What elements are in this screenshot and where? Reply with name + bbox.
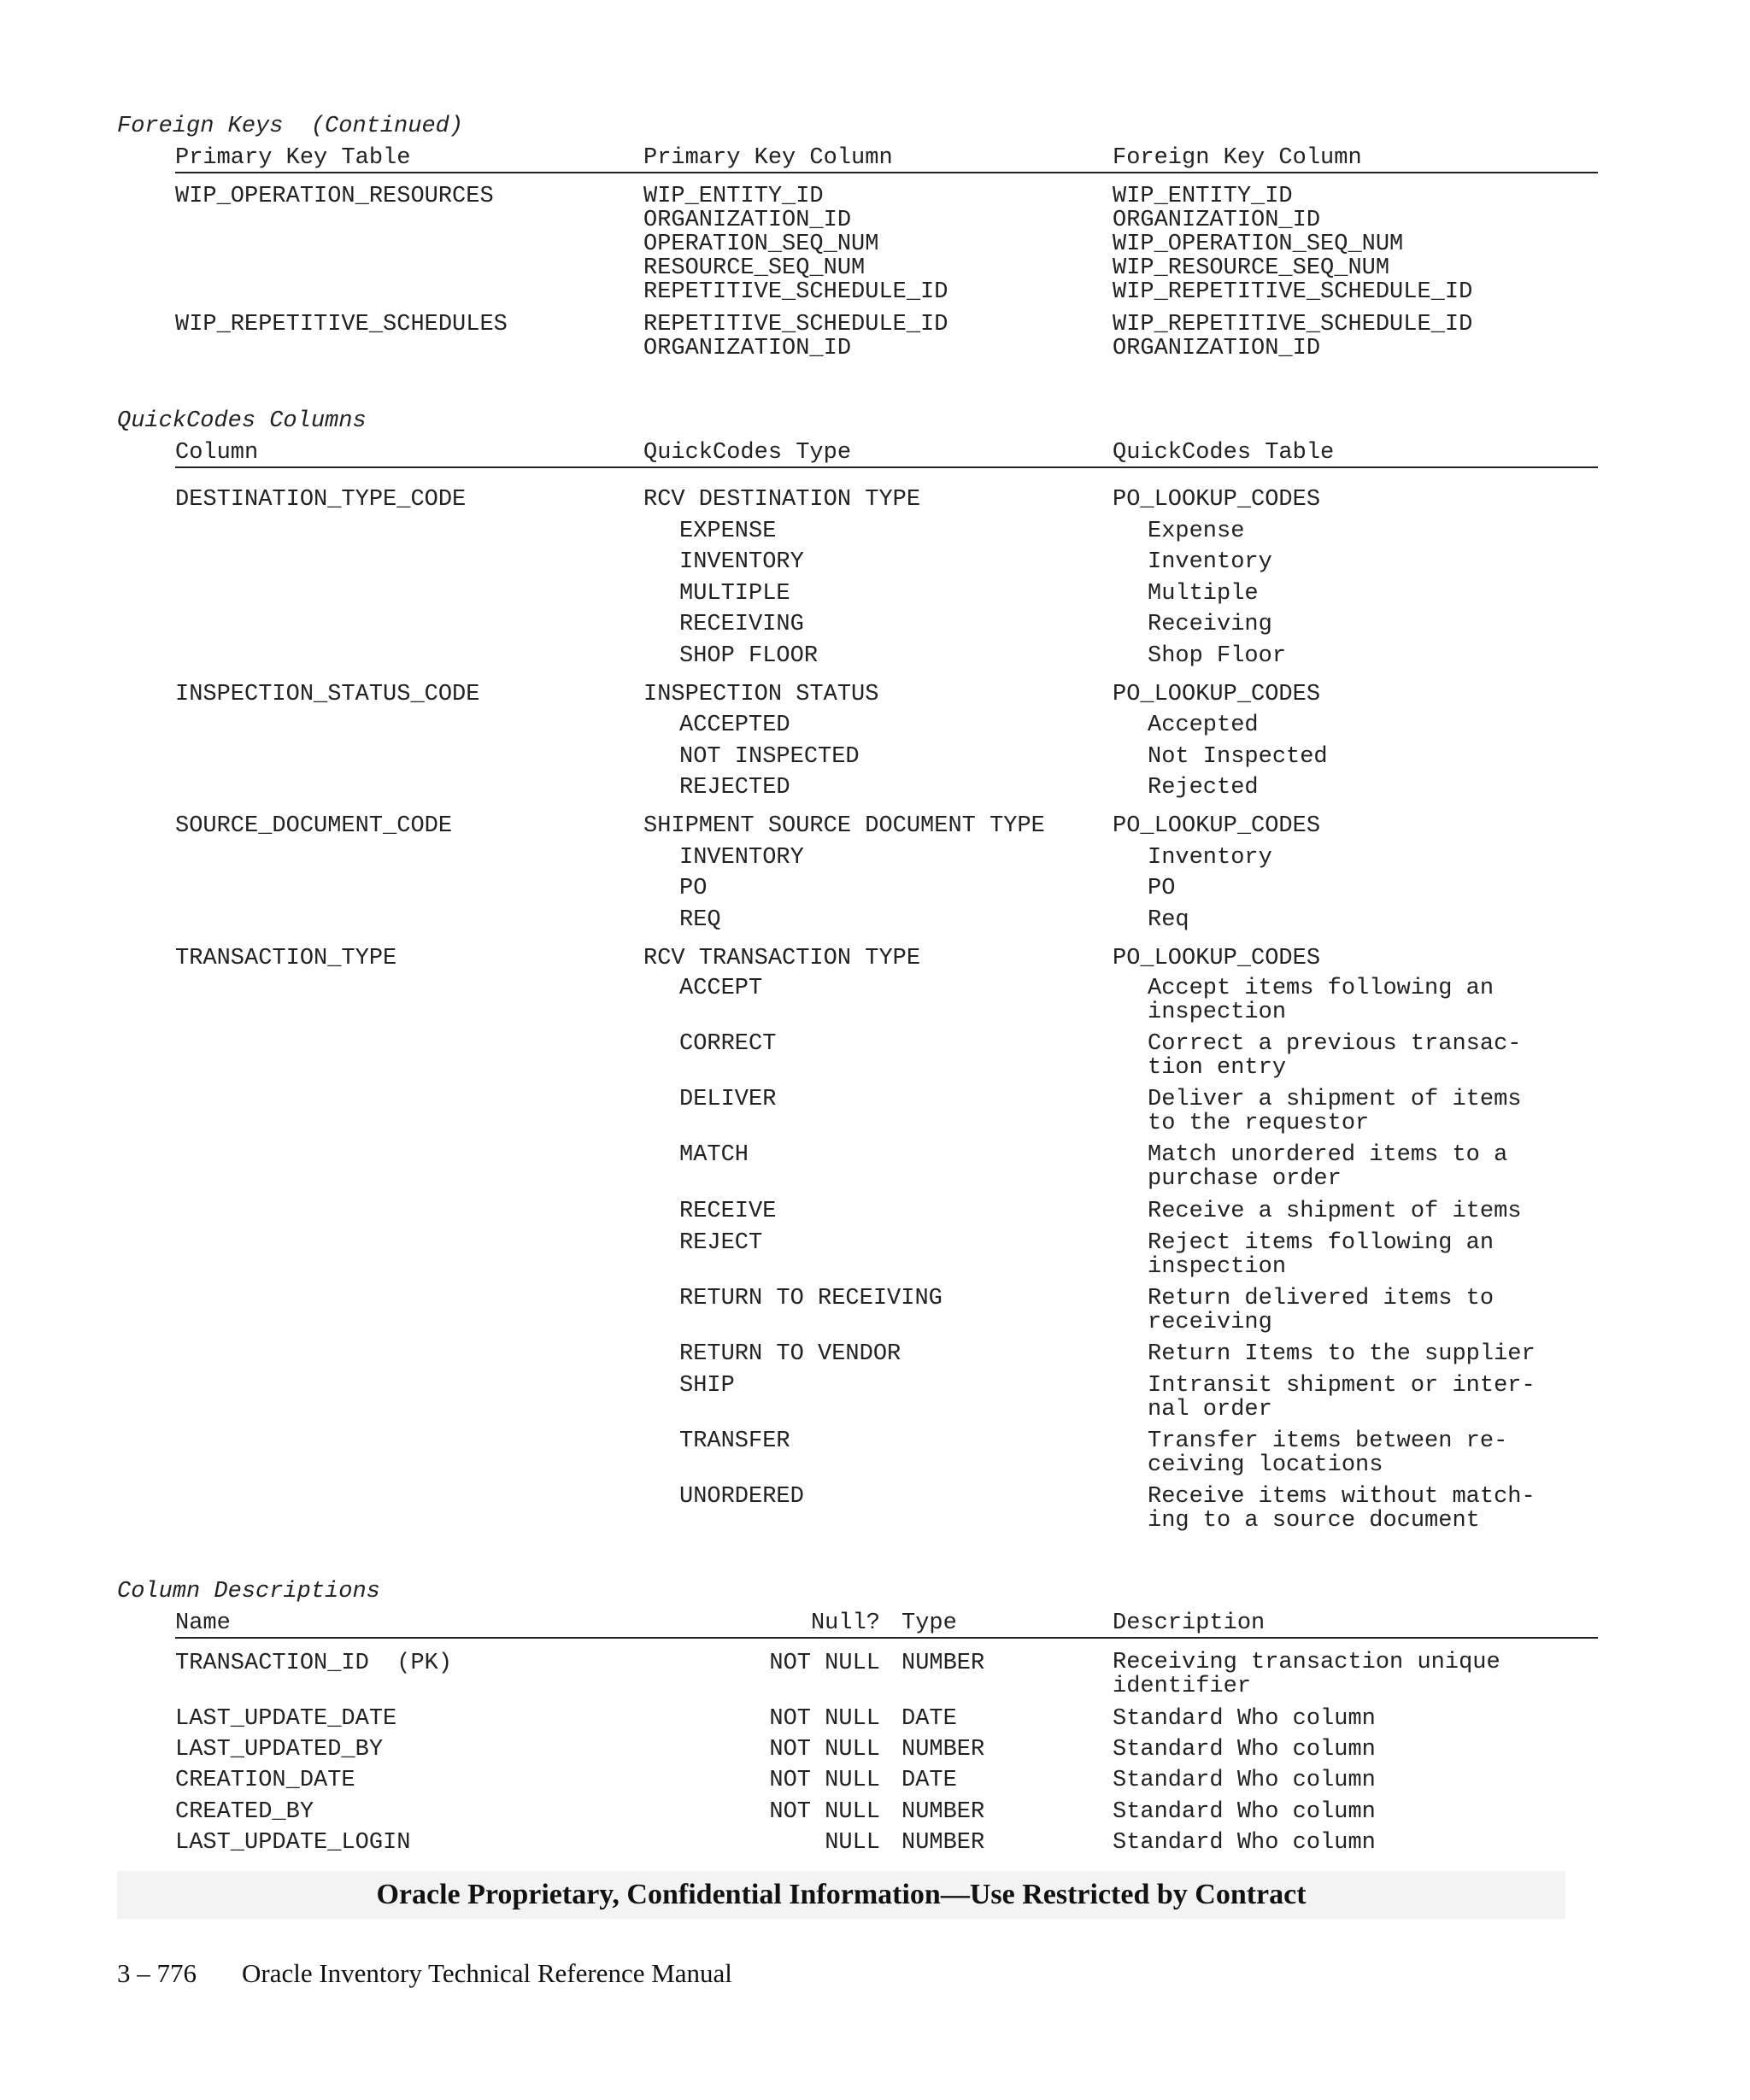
cd-row-description: Standard Who column bbox=[1113, 1799, 1376, 1825]
fk-header-rule bbox=[175, 172, 1598, 173]
qc-item-code: UNORDERED bbox=[679, 1484, 804, 1510]
cd-row-type: NUMBER bbox=[901, 1651, 985, 1676]
qc-group-column: SOURCE_DOCUMENT_CODE bbox=[175, 813, 453, 839]
qc-item-code: ACCEPTED bbox=[679, 713, 790, 738]
column-descriptions-title: Column Descriptions bbox=[117, 1579, 380, 1604]
qc-group-table: PO_LOOKUP_CODES bbox=[1113, 946, 1321, 971]
qc-item-code: RETURN TO RECEIVING bbox=[679, 1286, 943, 1311]
fk-header-pk: Primary Key Column bbox=[643, 145, 893, 171]
qc-item-meaning: Shop Floor bbox=[1148, 643, 1287, 669]
cd-row-null: NULL bbox=[825, 1830, 880, 1856]
cd-row-null: NOT NULL bbox=[769, 1768, 880, 1793]
qc-item-code: MATCH bbox=[679, 1142, 749, 1168]
cd-row-name: CREATION_DATE bbox=[175, 1768, 355, 1793]
cd-row-description: Standard Who column bbox=[1113, 1706, 1376, 1732]
cd-row-type: NUMBER bbox=[901, 1737, 985, 1763]
fk-row-table: WIP_REPETITIVE_SCHEDULES bbox=[175, 312, 508, 337]
cd-row-null: NOT NULL bbox=[769, 1799, 880, 1825]
qc-item-code: RECEIVE bbox=[679, 1199, 777, 1224]
qc-item-code: SHIP bbox=[679, 1373, 735, 1399]
cd-row-type: NUMBER bbox=[901, 1830, 985, 1856]
cd-row-null: NOT NULL bbox=[769, 1737, 880, 1763]
qc-header-column: Column bbox=[175, 440, 259, 466]
qc-item-code: REJECT bbox=[679, 1230, 763, 1256]
qc-item-meaning: Inventory bbox=[1148, 549, 1272, 575]
qc-item-meaning: Req bbox=[1148, 907, 1189, 933]
footer-manual-title: Oracle Inventory Technical Reference Manual bbox=[242, 1958, 732, 1988]
qc-group-table: PO_LOOKUP_CODES bbox=[1113, 813, 1321, 839]
cd-row-null: NOT NULL bbox=[769, 1706, 880, 1732]
cd-header-name: Name bbox=[175, 1610, 231, 1636]
fk-row-pk: REPETITIVE_SCHEDULE_ID ORGANIZATION_ID bbox=[643, 312, 948, 361]
qc-item-code: CORRECT bbox=[679, 1031, 777, 1057]
qc-item-meaning: Rejected bbox=[1148, 775, 1259, 801]
cd-row-name: LAST_UPDATE_DATE bbox=[175, 1706, 397, 1732]
foreign-keys-title: Foreign Keys (Continued) bbox=[117, 114, 464, 139]
fk-row-fk: WIP_REPETITIVE_SCHEDULE_ID ORGANIZATION_ID bbox=[1113, 312, 1473, 361]
qc-item-meaning: Deliver a shipment of items to the requestor bbox=[1148, 1087, 1522, 1136]
qc-item-meaning: Accepted bbox=[1148, 713, 1259, 738]
qc-group-column: TRANSACTION_TYPE bbox=[175, 946, 397, 971]
qc-item-meaning: Multiple bbox=[1148, 581, 1259, 607]
fk-header-fk: Foreign Key Column bbox=[1113, 145, 1362, 171]
confidential-banner: Oracle Proprietary, Confidential Information––Use Restricted by Contract bbox=[117, 1871, 1565, 1919]
cd-row-name: LAST_UPDATE_LOGIN bbox=[175, 1830, 411, 1856]
cd-header-rule bbox=[175, 1637, 1598, 1639]
qc-item-code: TRANSFER bbox=[679, 1428, 790, 1454]
cd-row-description: Standard Who column bbox=[1113, 1830, 1376, 1856]
qc-item-code: EXPENSE bbox=[679, 519, 777, 544]
qc-item-code: DELIVER bbox=[679, 1087, 777, 1112]
qc-header-type: QuickCodes Type bbox=[643, 440, 852, 466]
cd-row-name: CREATED_BY bbox=[175, 1799, 314, 1825]
qc-item-code: PO bbox=[679, 876, 708, 901]
qc-item-meaning: Intransit shipment or inter- nal order bbox=[1148, 1373, 1536, 1422]
qc-item-meaning: Receiving bbox=[1148, 612, 1272, 637]
cd-row-null: NOT NULL bbox=[769, 1651, 880, 1676]
qc-item-meaning: Expense bbox=[1148, 519, 1245, 544]
qc-item-code: REJECTED bbox=[679, 775, 790, 801]
qc-item-code: REQ bbox=[679, 907, 721, 933]
qc-item-meaning: Receive items without match- ing to a source document bbox=[1148, 1484, 1536, 1534]
cd-row-name: TRANSACTION_ID (PK) bbox=[175, 1651, 453, 1676]
qc-item-meaning: Return delivered items to receiving bbox=[1148, 1286, 1495, 1335]
qc-group-table: PO_LOOKUP_CODES bbox=[1113, 487, 1321, 513]
qc-item-meaning: Receive a shipment of items bbox=[1148, 1199, 1522, 1224]
qc-item-meaning: Inventory bbox=[1148, 845, 1272, 871]
qc-item-meaning: Correct a previous transac- tion entry bbox=[1148, 1031, 1522, 1081]
qc-header-rule bbox=[175, 466, 1598, 468]
cd-header-null: Null? bbox=[810, 1610, 880, 1636]
qc-group-table: PO_LOOKUP_CODES bbox=[1113, 682, 1321, 707]
fk-row-fk: WIP_ENTITY_ID ORGANIZATION_ID WIP_OPERATION_SEQ_NUM WIP_RESOURCE_SEQ_NUM WIP_REPETITIVE_SCHEDULE_ID bbox=[1113, 184, 1473, 305]
qc-item-code: SHOP FLOOR bbox=[679, 643, 819, 669]
qc-group-column: DESTINATION_TYPE_CODE bbox=[175, 487, 467, 513]
fk-row-table: WIP_OPERATION_RESOURCES bbox=[175, 184, 494, 209]
cd-header-description: Description bbox=[1113, 1610, 1266, 1636]
cd-header-type: Type bbox=[901, 1610, 957, 1636]
qc-item-code: RECEIVING bbox=[679, 612, 804, 637]
qc-item-code: RETURN TO VENDOR bbox=[679, 1341, 901, 1367]
cd-row-description: Standard Who column bbox=[1113, 1737, 1376, 1763]
qc-item-meaning: Reject items following an inspection bbox=[1148, 1230, 1495, 1280]
qc-item-code: ACCEPT bbox=[679, 976, 763, 1001]
qc-header-table: QuickCodes Table bbox=[1113, 440, 1335, 466]
qc-item-meaning: Return Items to the supplier bbox=[1148, 1341, 1536, 1367]
cd-row-description: Receiving transaction unique identifier bbox=[1113, 1650, 1500, 1699]
cd-row-type: DATE bbox=[901, 1768, 957, 1793]
qc-group-type: SHIPMENT SOURCE DOCUMENT TYPE bbox=[643, 813, 1045, 839]
cd-row-type: NUMBER bbox=[901, 1799, 985, 1825]
qc-group-column: INSPECTION_STATUS_CODE bbox=[175, 682, 480, 707]
qc-item-meaning: Accept items following an inspection bbox=[1148, 976, 1495, 1025]
qc-item-code: INVENTORY bbox=[679, 549, 804, 575]
qc-item-meaning: Transfer items between re- ceiving locations bbox=[1148, 1428, 1508, 1478]
qc-item-code: NOT INSPECTED bbox=[679, 744, 860, 770]
quickcodes-title: QuickCodes Columns bbox=[117, 408, 367, 434]
cd-row-type: DATE bbox=[901, 1706, 957, 1732]
cd-row-description: Standard Who column bbox=[1113, 1768, 1376, 1793]
footer-page-number: 3 – 776 bbox=[117, 1958, 197, 1988]
cd-row-name: LAST_UPDATED_BY bbox=[175, 1737, 384, 1763]
qc-group-type: INSPECTION STATUS bbox=[643, 682, 879, 707]
qc-group-type: RCV DESTINATION TYPE bbox=[643, 487, 921, 513]
qc-item-code: INVENTORY bbox=[679, 845, 804, 871]
qc-group-type: RCV TRANSACTION TYPE bbox=[643, 946, 921, 971]
qc-item-meaning: Match unordered items to a purchase order bbox=[1148, 1142, 1508, 1192]
qc-item-meaning: PO bbox=[1148, 876, 1176, 901]
qc-item-code: MULTIPLE bbox=[679, 581, 790, 607]
qc-item-meaning: Not Inspected bbox=[1148, 744, 1328, 770]
fk-header-table: Primary Key Table bbox=[175, 145, 411, 171]
fk-row-pk: WIP_ENTITY_ID ORGANIZATION_ID OPERATION_SEQ_NUM RESOURCE_SEQ_NUM REPETITIVE_SCHEDULE_ID bbox=[643, 184, 948, 305]
